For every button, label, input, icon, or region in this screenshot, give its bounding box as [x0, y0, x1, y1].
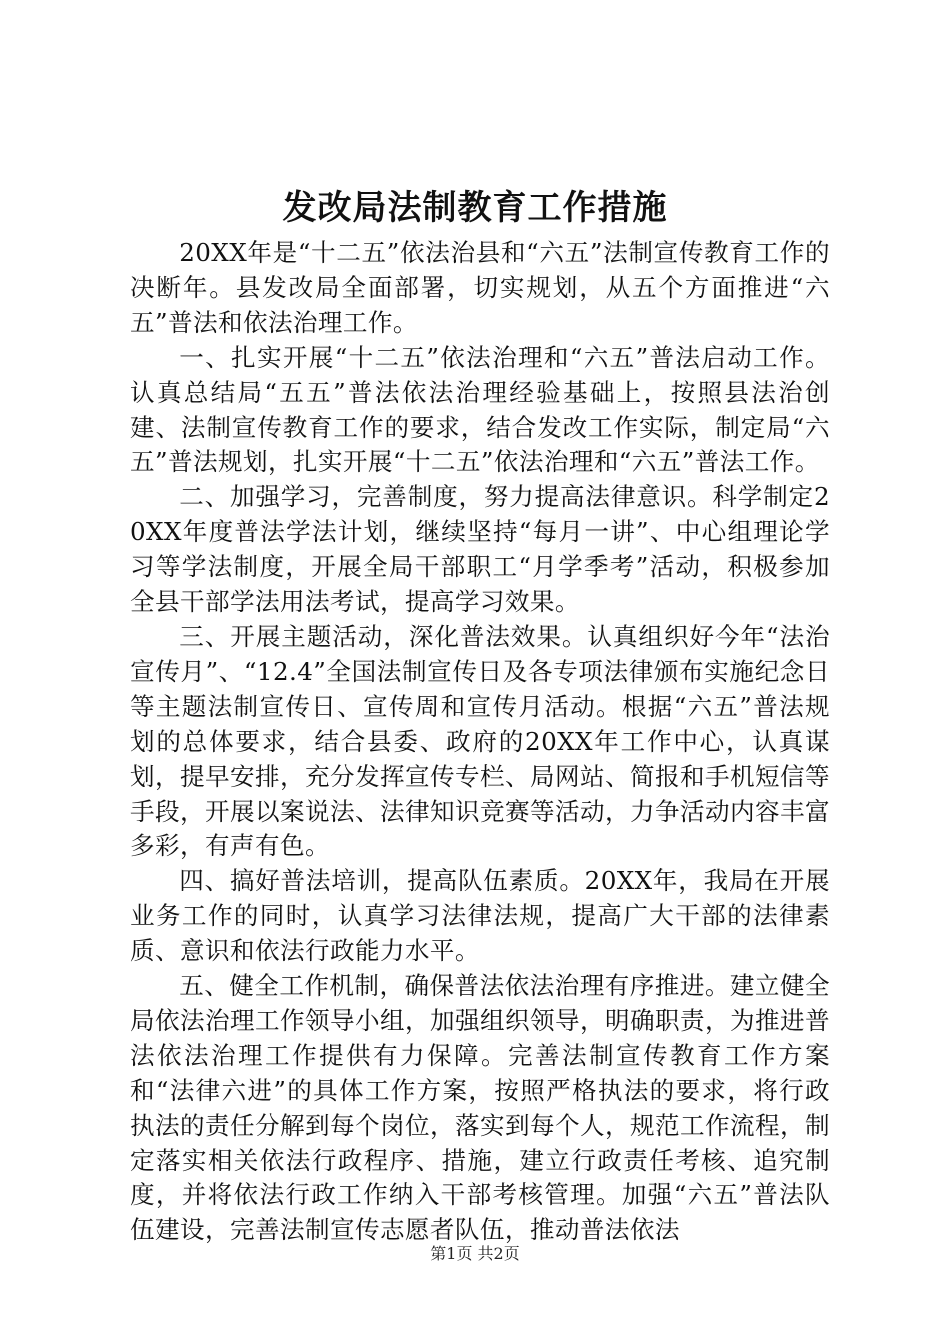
paragraph-intro: 20XX年是“十二五”依法治县和“六五”法制宣传教育工作的决断年。县发改局全面部署，切实规划，从五个方面推进“六五”普法和依法治理工作。 [130, 238, 830, 337]
paragraph-section-2: 二、加强学习，完善制度，努力提高法律意识。科学制定20XX年度普法学法计划，继续坚持“每月一讲”、中心组理论学习等学法制度，开展全局干部职工“月学季考”活动，积极参加全县干部学法用法考试，提高学习效果。 [130, 482, 830, 617]
paragraph-section-5: 五、健全工作机制，确保普法依法治理有序推进。建立健全局依法治理工作领导小组，加强组织领导，明确职责，为推进普法依法治理工作提供有力保障。完善法制宣传教育工作方案和“法律六进”的具体工作方案，按照严格执法的要求，将行政执法的责任分解到每个岗位，落实到每个人，规范工作流程，制定落实相关依法行政程序、措施，建立行政责任考核、追究制度，并将依法行政工作纳入干部考核管理。加强“六五”普法队伍建设，完善法制宣传志愿者队伍，推动普法依法 [130, 971, 830, 1245]
paragraph-section-1: 一、扎实开展“十二五”依法治理和“六五”普法启动工作。认真总结局“五五”普法依法治理经验基础上，按照县法治创建、法制宣传教育工作的要求，结合发改工作实际，制定局“六五”普法规划，扎实开展“十二五”依法治理和“六五”普法工作。 [130, 342, 830, 477]
paragraph-section-3: 三、开展主题活动，深化普法效果。认真组织好今年“法治宣传月”、“12.4”全国法制宣传日及各专项法律颁布实施纪念日等主题法制宣传日、宣传周和宣传月活动。根据“六五”普法规划的总体要求，结合县委、政府的20XX年工作中心，认真谋划，提早安排，充分发挥宣传专栏、局网站、简报和手机短信等手段，开展以案说法、法律知识竞赛等活动，力争活动内容丰富多彩，有声有色。 [130, 621, 830, 861]
document-title: 发改局法制教育工作措施 [282, 188, 668, 228]
paragraph-section-4: 四、搞好普法培训，提高队伍素质。20XX年，我局在开展业务工作的同时，认真学习法律法规，提高广大干部的法律素质、意识和依法行政能力水平。 [130, 866, 830, 966]
page-footer: 第1页 共2页 [430, 1244, 520, 1263]
document-body [130, 236, 830, 1248]
